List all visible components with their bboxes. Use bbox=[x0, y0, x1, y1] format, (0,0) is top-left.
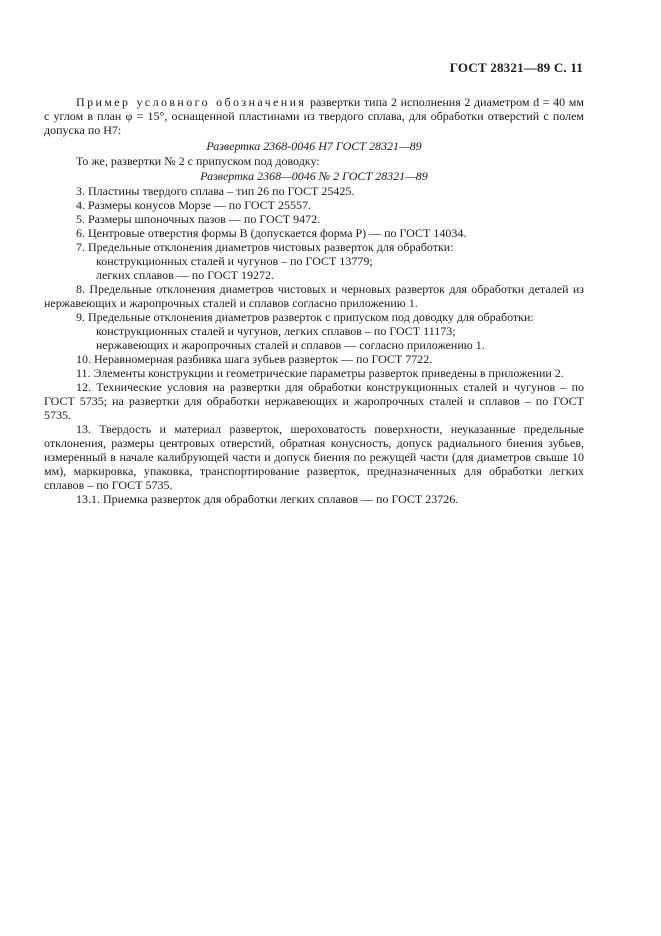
document-body bbox=[44, 95, 584, 506]
page-header: ГОСТ 28321—89 С. 11 bbox=[449, 60, 583, 75]
item-8: 8. Предельные отклонения диаметров чистовых и черновых разверток для обработки деталей из нержавеющих и жаропрочных сталей и сплавов согласно приложению 1. bbox=[44, 282, 584, 310]
item-10: 10. Неравномерная разбивка шага зубьев разверток — по ГОСТ 7722. bbox=[76, 352, 433, 366]
item-9-sub-b: нержавеющих и жаропрочных сталей и сплавов — согласно приложению 1. bbox=[96, 338, 485, 352]
item-11: 11. Элементы конструкции и геометрические параметры разверток приведены в приложении 2. bbox=[76, 366, 564, 380]
item-12: 12. Технические условия на развертки для обработки конструкционных сталей и чугунов – по ГОСТ 5735; на развертки для обработки нержавеющих и жаропрочных сталей и сплавов – по ГОСТ 5735. bbox=[44, 380, 584, 422]
item-9-sub-a: конструкционных сталей и чугунов, легких сплавов – по ГОСТ 11173; bbox=[96, 324, 456, 338]
example-label: Пример условного обозначения bbox=[76, 95, 307, 109]
designation-1: Развертка 2368-0046 H7 ГОСТ 28321—89 bbox=[206, 139, 422, 153]
item-7-sub-b: легких сплавов — по ГОСТ 19272. bbox=[96, 268, 275, 282]
item-9: 9. Предельные отклонения диаметров разверток с припуском под доводку для обработки: bbox=[76, 310, 534, 324]
item-13: 13. Твердость и материал разверток, шероховатость поверхности, неуказанные предельные отклонения, размеры центровых отверстий, обратная конусность, допуск радиального биения зубьев, измеренный в начале калибрующей части и допуск биения по режущей части (для диаметров свыше 10 мм), маркировка, упаковка, транспортирование разверток, предназначенных для обработки легких сплавов – по ГОСТ 5735. bbox=[44, 422, 584, 492]
example-text: развертки типа 2 исполнения 2 диаметром d = 40 мм с углом в план φ = 15°, оснащенной пластинами из твердого сплава, для обработки отверстий с полем допуска по H7: bbox=[44, 95, 584, 137]
example-paragraph bbox=[44, 95, 584, 137]
item-7-sub-a: конструкционных сталей и чугунов – по ГОСТ 13779; bbox=[96, 254, 373, 268]
item-3: 3. Пластины твердого сплава – тип 26 по ГОСТ 25425. bbox=[76, 184, 355, 198]
item-4: 4. Размеры конусов Морзе — по ГОСТ 25557. bbox=[76, 198, 311, 212]
item-13-1: 13.1. Приемка разверток для обработки легких сплавов — по ГОСТ 23726. bbox=[76, 492, 459, 506]
item-7: 7. Предельные отклонения диаметров чистовых разверток для обработки: bbox=[76, 240, 454, 254]
designation-2: Развертка 2368—0046 № 2 ГОСТ 28321—89 bbox=[200, 169, 428, 183]
item-5: 5. Размеры шпоночных пазов — по ГОСТ 9472. bbox=[76, 212, 321, 226]
item-6: 6. Центровые отверстия формы В (допускается форма Р) — по ГОСТ 14034. bbox=[76, 226, 467, 240]
same-text: То же, развертки № 2 с припуском под доводку: bbox=[76, 154, 320, 168]
